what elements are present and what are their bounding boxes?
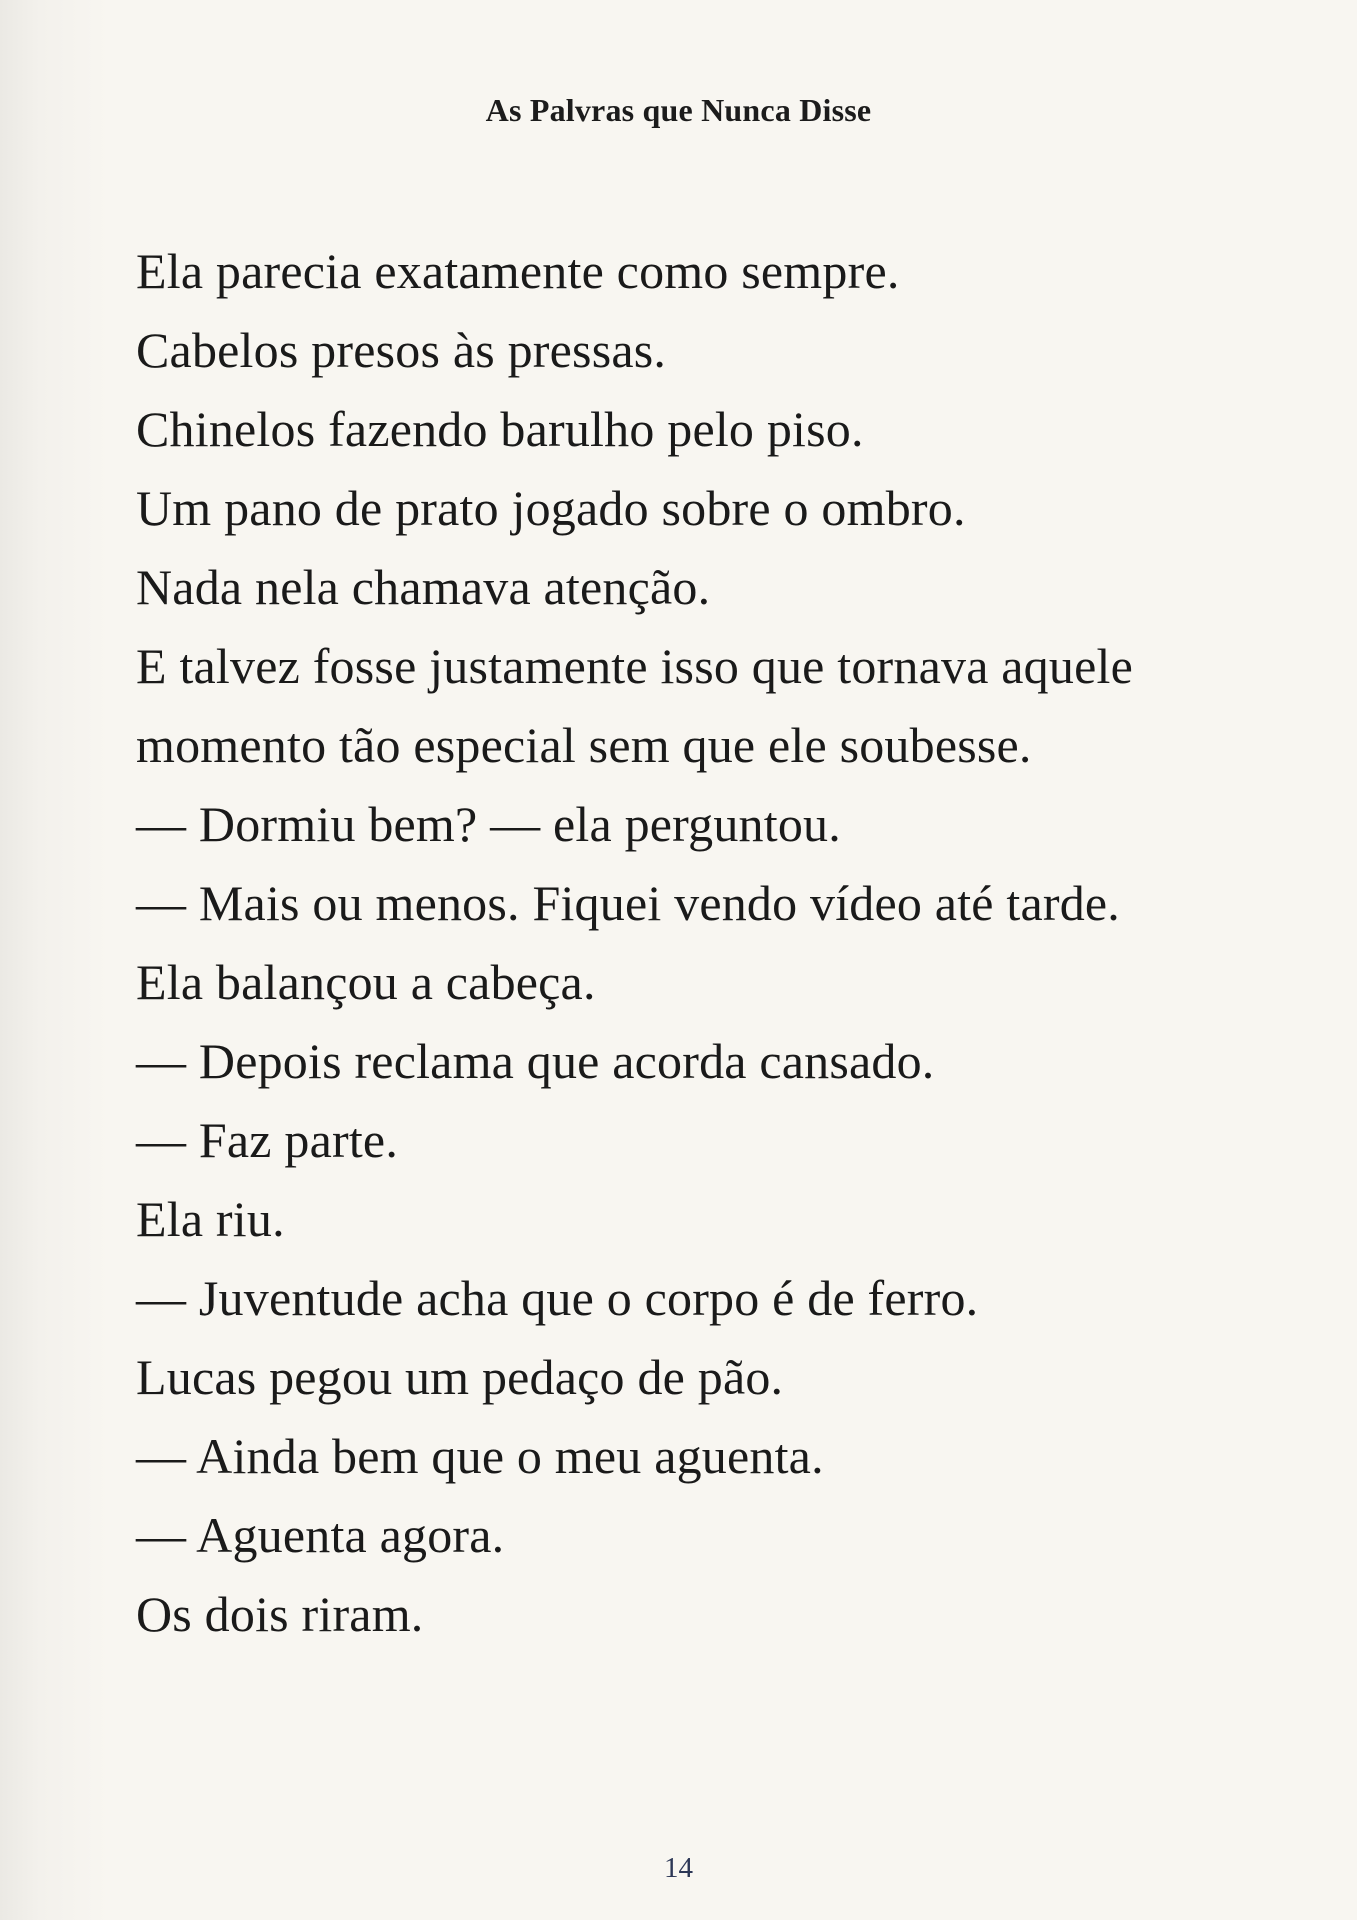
dialogue-line: — Ainda bem que o meu aguenta.: [136, 1428, 824, 1484]
text-line: Chinelos fazendo barulho pelo piso.: [136, 401, 864, 457]
text-line: Ela parecia exatamente como sempre.: [136, 243, 900, 299]
text-line: Ela balançou a cabeça.: [136, 954, 596, 1010]
text-line: Nada nela chamava atenção.: [136, 559, 711, 615]
text-line: Um pano de prato jogado sobre o ombro.: [136, 480, 966, 536]
text-line: Ela riu.: [136, 1191, 285, 1247]
body-text: [136, 232, 1246, 1654]
page-number: 14: [664, 1852, 693, 1884]
dialogue-line: — Juventude acha que o corpo é de ferro.: [136, 1270, 979, 1326]
running-title: As Palvras que Nunca Disse: [485, 92, 872, 128]
text-line: Lucas pegou um pedaço de pão.: [136, 1349, 784, 1405]
dialogue-line: — Dormiu bem? — ela perguntou.: [136, 796, 841, 852]
text-line: Os dois riram.: [136, 1586, 424, 1642]
text-line: E talvez fosse justamente isso que tornava aquele: [136, 638, 1133, 694]
dialogue-line: — Aguenta agora.: [136, 1507, 505, 1563]
text-line: Cabelos presos às pressas.: [136, 322, 667, 378]
dialogue-line: — Depois reclama que acorda cansado.: [136, 1033, 935, 1089]
dialogue-line: — Mais ou menos. Fiquei vendo vídeo até tarde.: [136, 875, 1121, 931]
text-line: momento tão especial sem que ele soubesse.: [136, 717, 1032, 773]
dialogue-line: — Faz parte.: [136, 1112, 399, 1168]
